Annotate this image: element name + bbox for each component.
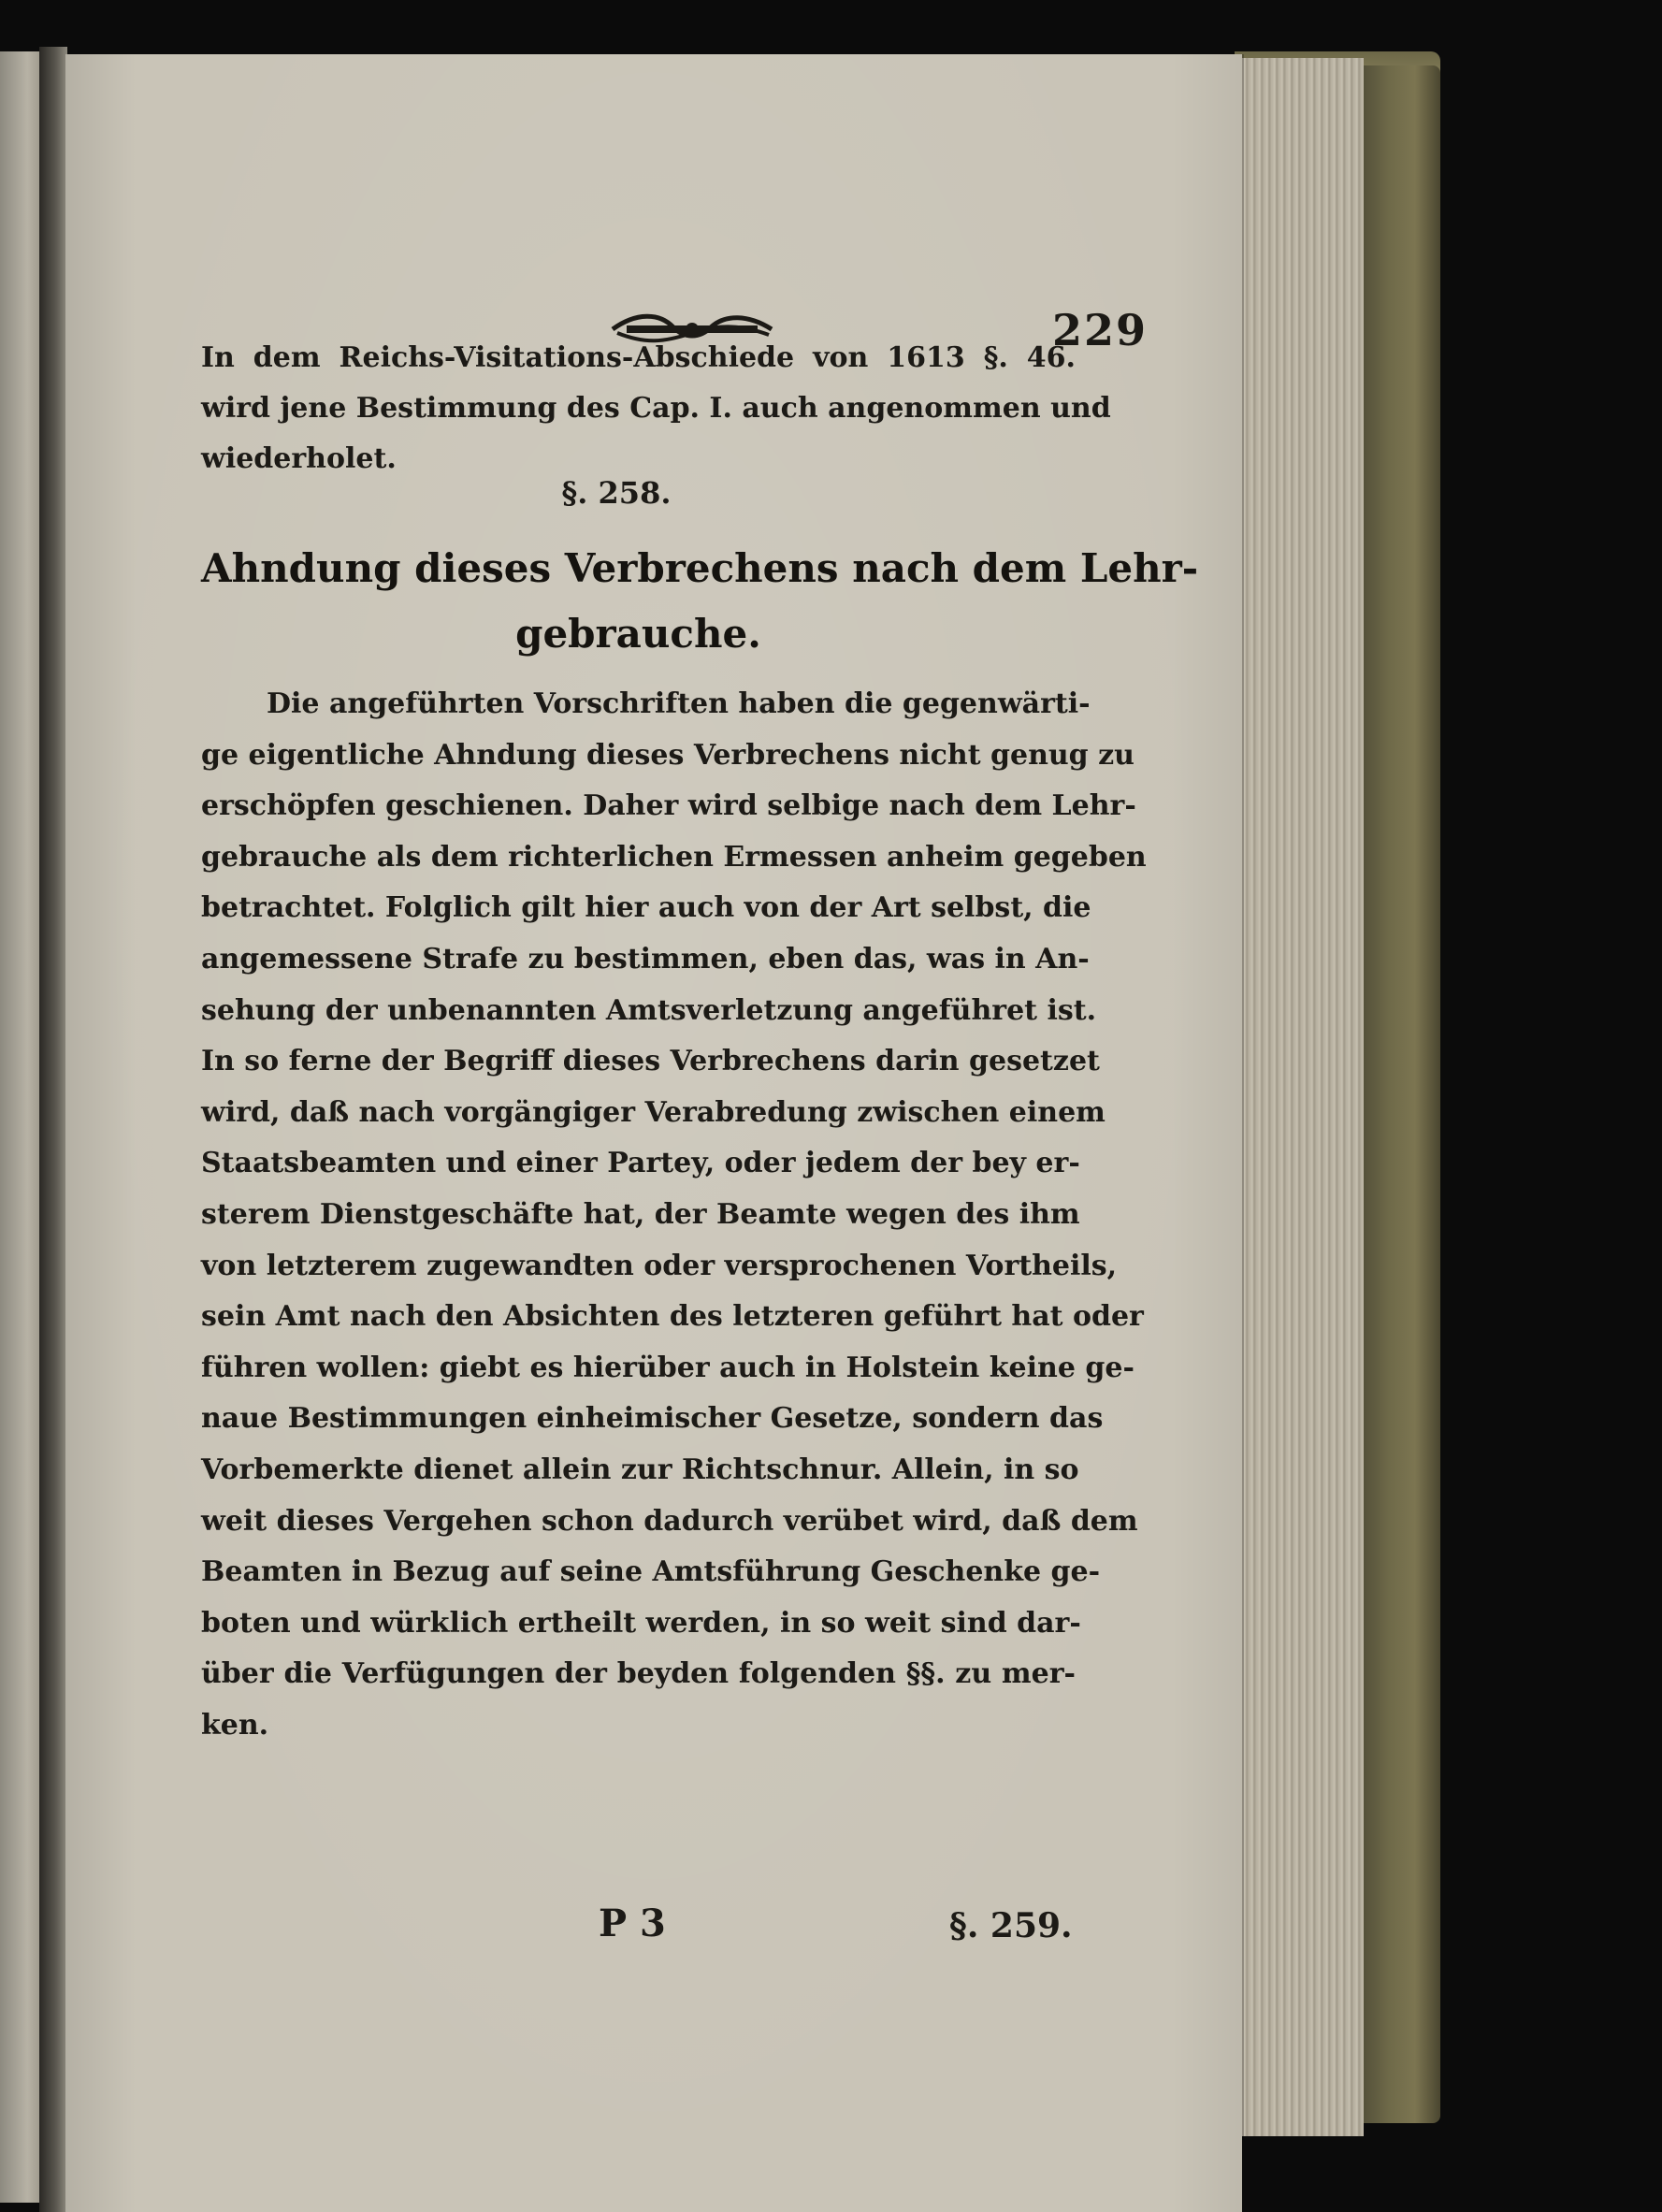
intro-paragraph <box>201 333 1111 484</box>
page-edges-stack <box>1235 58 1364 2136</box>
catchword: §. 259. <box>949 1906 1073 1945</box>
text-line: wird jene Bestimmung des Cap. I. auch angenommen und <box>201 392 1111 425</box>
text-line: ge eigentliche Ahndung dieses Verbrechens nicht genug zu <box>201 738 1134 772</box>
text-line: Staatsbeamten und einer Partey, oder jedem der bey er- <box>201 1147 1080 1180</box>
text-line: führen wollen: giebt es hierüber auch in Holstein keine ge- <box>201 1351 1134 1384</box>
text-line: In so ferne der Begriff dieses Verbrechens darin gesetzet <box>201 1045 1100 1078</box>
text-line: sein Amt nach den Absichten des letzteren geführt hat oder <box>201 1300 1144 1334</box>
text-line: wiederholet. <box>201 442 397 475</box>
text-line: betrachtet. Folglich gilt hier auch von der Art selbst, die <box>201 891 1091 925</box>
section-number: §. 258. <box>561 475 672 511</box>
text-line: gebrauche als dem richterlichen Ermessen anheim gegeben <box>201 840 1147 874</box>
text-line: Vorbemerkte dienet allein zur Richtschnur. Allein, in so <box>201 1453 1079 1486</box>
text-line: boten und würklich ertheilt werden, in so weit sind dar- <box>201 1606 1081 1640</box>
book-cover-board <box>1356 65 1440 2123</box>
book-gutter <box>39 47 67 2212</box>
book-page <box>65 54 1242 2212</box>
text-line: weit dieses Vergehen schon dadurch verübet wird, daß dem <box>201 1504 1138 1538</box>
text-line: naue Bestimmungen einheimischer Gesetze, sondern das <box>201 1402 1104 1436</box>
main-paragraph <box>201 679 1147 1751</box>
page-number: 229 <box>1052 305 1149 355</box>
text-line: Beamten in Bezug auf seine Amtsführung Geschenke ge- <box>201 1555 1101 1589</box>
text-line: Die angeführten Vorschriften haben die gegenwärti- <box>267 687 1091 720</box>
facing-page-edge <box>0 51 39 2203</box>
text-line: wird, daß nach vorgängiger Verabredung zwischen einem <box>201 1095 1106 1129</box>
text-line: sehung der unbenannten Amtsverletzung angeführet ist. <box>201 993 1097 1027</box>
text-line: ken. <box>201 1708 269 1742</box>
text-line: sterem Dienstgeschäfte hat, der Beamte wegen des ihm <box>201 1197 1080 1231</box>
text-line: über die Verfügungen der beyden folgenden §§. zu mer- <box>201 1657 1076 1691</box>
heading-line: Ahndung dieses Verbrechens nach dem Lehr- <box>201 545 1199 591</box>
heading-line: gebrauche. <box>515 611 761 657</box>
signature-mark: P 3 <box>599 1901 666 1945</box>
text-line: In dem Reichs-Visitations-Abschiede von 1613 §. 46. <box>201 341 1076 374</box>
section-heading <box>201 536 1199 667</box>
text-line: von letzterem zugewandten oder versprochenen Vortheils, <box>201 1249 1118 1282</box>
text-line: angemessene Strafe zu bestimmen, eben das, was in An- <box>201 942 1090 976</box>
text-line: erschöpfen geschienen. Daher wird selbige nach dem Lehr- <box>201 789 1136 823</box>
